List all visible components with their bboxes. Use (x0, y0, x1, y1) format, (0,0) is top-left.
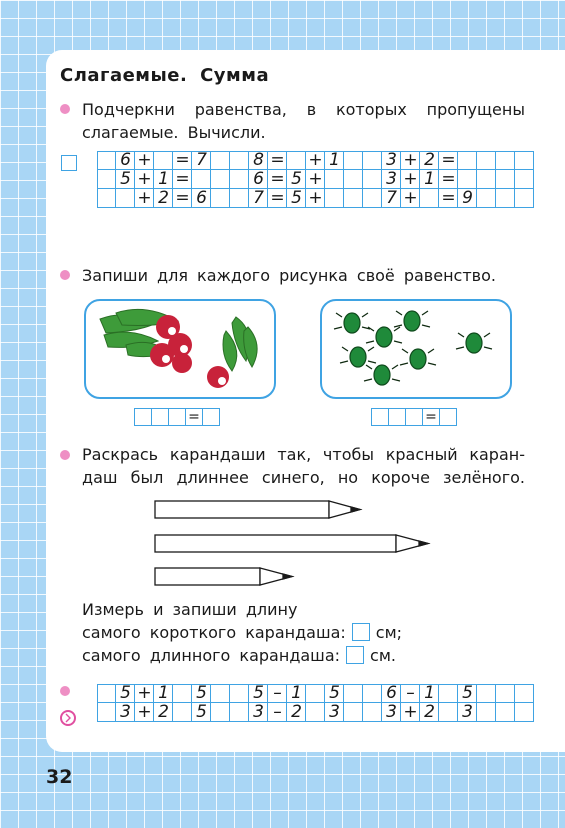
equation-symbol: = (441, 169, 456, 189)
task3-line1: Раскрась карандаши так, чтобы красный каран- (82, 445, 525, 464)
equation-symbol: + (403, 188, 418, 208)
grid-cell[interactable] (211, 189, 230, 208)
equation (116, 151, 211, 170)
grid-cell[interactable] (496, 684, 515, 703)
equation-symbol: – (273, 683, 282, 703)
equation-symbol: 5 (120, 169, 131, 189)
equation (116, 189, 211, 208)
grid-cell[interactable] (230, 170, 249, 189)
equation-symbol: 1 (424, 683, 435, 703)
task1-line2: слагаемые. Вычисли. (82, 123, 266, 142)
equation-symbol: 5 (196, 683, 207, 703)
equation-symbol: 3 (386, 150, 397, 170)
beetles-illustration (322, 301, 510, 397)
equation-symbol (306, 684, 325, 703)
beetles-picture (320, 299, 512, 399)
equation-symbol: + (137, 683, 152, 703)
task2-text: Запиши для каждого рисунка своё равенство. (82, 266, 496, 285)
grid-cell[interactable] (97, 684, 116, 703)
equation-symbol: = (270, 150, 285, 170)
equation-symbol: = (175, 169, 190, 189)
radish-equation-cell[interactable] (152, 409, 169, 425)
grid-cell[interactable] (230, 703, 249, 722)
grid-cell[interactable] (344, 189, 363, 208)
grid-cell[interactable] (496, 170, 515, 189)
equation-symbol: + (137, 169, 152, 189)
equation-symbol: 1 (329, 150, 340, 170)
grid-cell[interactable] (515, 684, 534, 703)
beetles-equation-cell[interactable] (406, 409, 423, 425)
signs-hint-icon (60, 710, 76, 726)
equation (382, 703, 477, 722)
equation-symbol (306, 703, 325, 722)
grid-cell[interactable] (344, 703, 363, 722)
grid-cell[interactable] (344, 151, 363, 170)
equation-symbol: + (308, 150, 323, 170)
pencil-medium[interactable] (155, 501, 360, 518)
beetles-equation-cell[interactable] (372, 409, 389, 425)
grid-cell[interactable] (496, 703, 515, 722)
equation-symbol: + (137, 702, 152, 722)
equation-symbol: 5 (120, 683, 131, 703)
equation-symbol: 2 (158, 702, 169, 722)
equation-symbol: 6 (386, 683, 397, 703)
shortest-length-box[interactable] (352, 623, 370, 641)
grid-cell[interactable] (344, 684, 363, 703)
equation (116, 703, 211, 722)
equation-symbol: 8 (253, 150, 264, 170)
equation-symbol: = (270, 188, 285, 208)
grid-cell[interactable] (230, 189, 249, 208)
task3-text (82, 443, 525, 489)
equation-symbol: + (137, 188, 152, 208)
equation-symbol: 1 (424, 169, 435, 189)
equation-symbol (439, 684, 458, 703)
equation-symbol: 9 (462, 188, 473, 208)
measure-line1: Измерь и запиши длину (82, 600, 298, 619)
equation-symbol: = (175, 188, 190, 208)
equation-symbol: 3 (386, 169, 397, 189)
equation-symbol: + (403, 169, 418, 189)
pencil-long[interactable] (155, 535, 428, 552)
equation (382, 151, 477, 170)
radish-equation-cell[interactable] (169, 409, 186, 425)
equation-symbol: 2 (424, 702, 435, 722)
equation-symbol: 3 (253, 702, 264, 722)
equation-symbol: 5 (329, 683, 340, 703)
measure-line2-prefix: самого короткого карандаша: (82, 623, 346, 642)
pencil-short[interactable] (155, 568, 292, 585)
equation-symbol: 6 (196, 188, 207, 208)
equation-symbol: 6 (253, 169, 264, 189)
equation-symbol: = (441, 188, 456, 208)
equation-symbol (439, 703, 458, 722)
grid-cell[interactable] (515, 189, 534, 208)
equation-symbol: 6 (120, 150, 131, 170)
measure-line2 (82, 621, 442, 644)
equation (382, 189, 477, 208)
equation-symbol: 2 (424, 150, 435, 170)
measure-line3 (82, 644, 442, 667)
grid-cell[interactable] (477, 684, 496, 703)
grid-cell[interactable] (97, 189, 116, 208)
grid-cell[interactable] (477, 189, 496, 208)
equation-symbol: 7 (196, 150, 207, 170)
equation-symbol: = (441, 150, 456, 170)
equation-symbol: + (403, 702, 418, 722)
equation-symbol: – (406, 683, 415, 703)
equation (249, 189, 344, 208)
beetles-equation-box[interactable] (371, 408, 457, 426)
task1-text (82, 98, 525, 144)
grid-cell[interactable] (515, 151, 534, 170)
grid-cell[interactable] (496, 151, 515, 170)
grid-cell[interactable] (515, 703, 534, 722)
grid-cell[interactable] (97, 703, 116, 722)
equation-symbol: + (403, 150, 418, 170)
grid-cell[interactable] (515, 170, 534, 189)
task4-bullet (60, 686, 70, 696)
task2-bullet (60, 270, 70, 280)
grid-cell[interactable] (230, 684, 249, 703)
task1-line1: Подчеркни равенства, в которых пропущены (82, 100, 525, 119)
equation-symbol: 3 (386, 702, 397, 722)
grid-cell[interactable] (363, 189, 382, 208)
grid-cell[interactable] (97, 151, 116, 170)
equation-symbol (287, 151, 306, 170)
grid-cell[interactable] (211, 703, 230, 722)
equation-symbol: 5 (291, 169, 302, 189)
equation (249, 684, 344, 703)
equation-symbol: 3 (120, 702, 131, 722)
equation-symbol: 5 (462, 683, 473, 703)
equation-symbol: 1 (158, 683, 169, 703)
beetles-equation-sign: = (423, 409, 440, 425)
radish-illustration (86, 301, 274, 397)
equation (249, 151, 344, 170)
equation-symbol: 5 (196, 702, 207, 722)
pencils (150, 495, 440, 590)
equation-symbol: 7 (253, 188, 264, 208)
equation (116, 170, 211, 189)
equation-symbol: 3 (329, 702, 340, 722)
radish-equation-sign: = (186, 409, 203, 425)
radish-picture (84, 299, 276, 399)
equation-symbol: – (273, 702, 282, 722)
task3-line2: даш был длиннее синего, но короче зелёного. (82, 468, 525, 487)
grid-cell[interactable] (477, 703, 496, 722)
equation-symbol: 5 (253, 683, 264, 703)
beetles-equation-cell[interactable] (389, 409, 406, 425)
longest-length-box[interactable] (346, 646, 364, 664)
grid-cell[interactable] (496, 189, 515, 208)
grid-cell[interactable] (363, 170, 382, 189)
page-number: 32 (46, 766, 73, 788)
grid-cell[interactable] (230, 151, 249, 170)
equation (249, 170, 344, 189)
equation-symbol: + (308, 188, 323, 208)
page-title: Слагаемые. Сумма (60, 65, 270, 86)
equation-symbol: 2 (291, 702, 302, 722)
equation-symbol: = (270, 169, 285, 189)
equation-symbol: 1 (158, 169, 169, 189)
grid-cell[interactable] (97, 170, 116, 189)
equation-symbol: + (137, 150, 152, 170)
grid-cell[interactable] (363, 684, 382, 703)
grid-cell[interactable] (211, 684, 230, 703)
grid-cell[interactable] (363, 151, 382, 170)
equation-symbol: 2 (158, 188, 169, 208)
equation-symbol: + (308, 169, 323, 189)
equation-symbol: 3 (462, 702, 473, 722)
equation-symbol (116, 189, 135, 208)
grid-cell[interactable] (211, 151, 230, 170)
measure-line2-suffix: см; (375, 623, 403, 642)
equation (382, 684, 477, 703)
beetles-equation-cell[interactable] (440, 409, 456, 425)
task1-bullet (60, 104, 70, 114)
radish-equation-cell[interactable] (203, 409, 219, 425)
equation-symbol (173, 684, 192, 703)
compare-signs-glyph (63, 713, 73, 723)
equation-symbol: = (175, 150, 190, 170)
equation-symbol: 5 (291, 188, 302, 208)
radish-equation-box[interactable] (134, 408, 220, 426)
equation-symbol (154, 151, 173, 170)
equation-symbol: 1 (291, 683, 302, 703)
measure-line3-prefix: самого длинного карандаша: (82, 646, 341, 665)
equation (382, 170, 477, 189)
grid-cell[interactable] (477, 170, 496, 189)
grid-cell[interactable] (363, 703, 382, 722)
equation (249, 703, 344, 722)
measure-line3-suffix: см. (370, 646, 396, 665)
measure-text (82, 598, 442, 667)
grid-cell[interactable] (477, 151, 496, 170)
equation-symbol (420, 189, 439, 208)
radish-equation-cell[interactable] (135, 409, 152, 425)
task1-check-box[interactable] (61, 155, 77, 171)
grid-cell[interactable] (211, 170, 230, 189)
grid-cell[interactable] (344, 170, 363, 189)
equation-symbol: 7 (386, 188, 397, 208)
equation-symbol (173, 703, 192, 722)
task3-bullet (60, 450, 70, 460)
equation (116, 684, 211, 703)
